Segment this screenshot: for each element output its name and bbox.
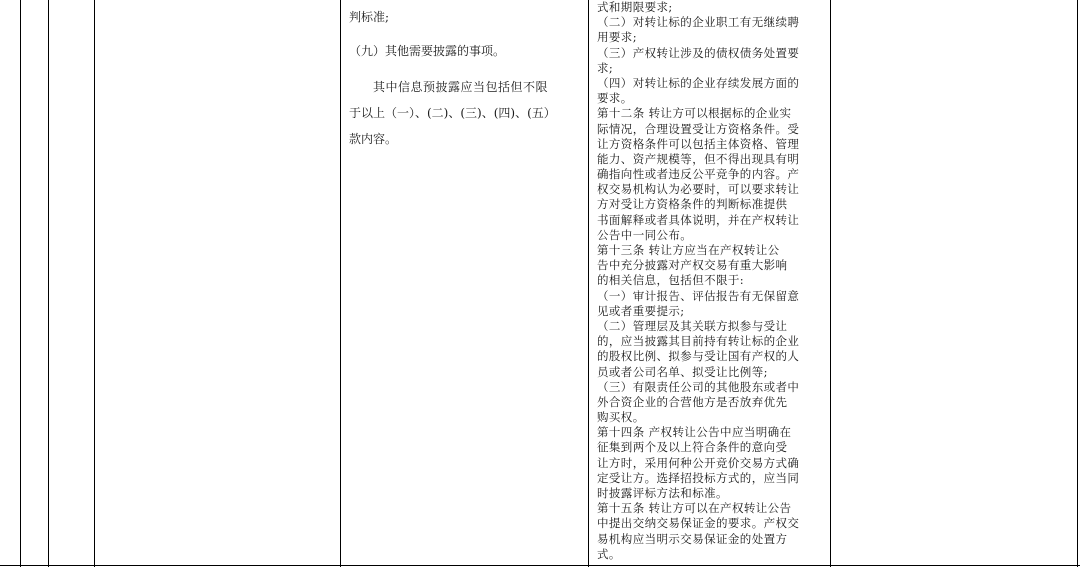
text-line: （三）产权转让涉及的债权债务处置要 (597, 45, 800, 60)
table-column-border (340, 0, 341, 567)
table-row-border (0, 565, 1080, 566)
text-line: 的相关信息，包括但不限于: (597, 273, 745, 288)
text-line: 际情况，合理设置受让方资格条件。受 (597, 121, 800, 136)
text-line: （二）管理层及其关联方拟参与受让 (597, 318, 788, 333)
revised-provision-cell (597, 0, 830, 562)
text-line: 用要求; (597, 30, 637, 45)
text-line: 见或者重要提示; (597, 303, 685, 318)
paragraph-line: 其中信息预披露应当包括但不限 (373, 80, 549, 94)
text-line: 时披露评标方法和标准。 (597, 486, 728, 500)
text-line: （四）对转让标的企业存续发展方面的 (597, 75, 800, 90)
text-line: 告中充分披露对产权交易有重大影响 (597, 258, 788, 273)
text-line: （三）有限责任公司的其他股东或者中 (597, 379, 800, 394)
text-line: 第十四条 产权转让公告中应当明确在 (597, 425, 792, 440)
text-line: 方对受让方资格条件的判断标准提供 (597, 197, 788, 212)
text-line: 让方资格条件可以包括主体资格、管理 (597, 136, 800, 151)
text-line: 权交易机构认为必要时，可以要求转让 (597, 182, 800, 197)
table-column-border (94, 0, 95, 567)
text-line: 能力、资产规模等，但不得出现具有明 (597, 151, 800, 166)
existing-provision-cell (349, 4, 583, 152)
text-line: （二）对转让标的企业职工有无继续聘 (597, 15, 800, 30)
text-line: 公告中一同公布。 (597, 227, 693, 242)
text-line: 定受让方。选择招投标方式的，应当同 (597, 470, 800, 485)
text-line: 购买权。 (597, 410, 645, 425)
text-line: 式和期限要求; (597, 0, 673, 14)
paragraph-line: 于以上（一）、(二)、(三)、(四)、(五） (349, 106, 556, 120)
table-column-border (1077, 0, 1078, 567)
text-line: 确指向性或者违反公平竞争的内容。产 (597, 167, 800, 182)
text-line: 中提出交纳交易保证金的要求。产权交 (597, 516, 800, 531)
text-line: 式。 (597, 546, 621, 561)
text-line: 第十三条 转让方应当在产权转让公 (597, 243, 780, 257)
text-line: 书面解释或者具体说明，并在产权转让 (597, 212, 800, 227)
paragraph: （九）其他需要披露的事项。 (349, 44, 506, 58)
text-line: 外合资企业的合营他方是否放弃优先 (597, 394, 788, 409)
table-column-border (830, 0, 831, 567)
text-line: 的股权比例、拟参与受让国有产权的人 (597, 349, 800, 364)
text-line: 的，应当披露其目前持有转让标的企业 (597, 334, 800, 349)
text-line: 第十五条 转让方可以在产权转让公告 (597, 501, 792, 516)
text-line: 要求。 (597, 91, 633, 106)
paragraph: 判标准; (349, 10, 390, 24)
text-line: 员或者公司名单、拟受让比例等; (597, 364, 768, 379)
text-line: （一）审计报告、评估报告有无保留意 (597, 288, 800, 303)
table-column-border (48, 0, 49, 567)
paragraph-line: 款内容。 (349, 132, 398, 146)
table-column-border (20, 0, 21, 567)
text-line: 第十二条 转让方可以根据标的企业实 (597, 106, 792, 121)
text-line: 让方时，采用何种公开竞价交易方式确 (597, 455, 800, 470)
table-column-border (588, 0, 589, 567)
text-line: 征集到两个及以上符合条件的意向受 (597, 440, 788, 455)
paragraph (349, 74, 583, 152)
text-line: 求; (597, 60, 614, 75)
text-line: 易机构应当明示交易保证金的处置方 (597, 531, 788, 546)
